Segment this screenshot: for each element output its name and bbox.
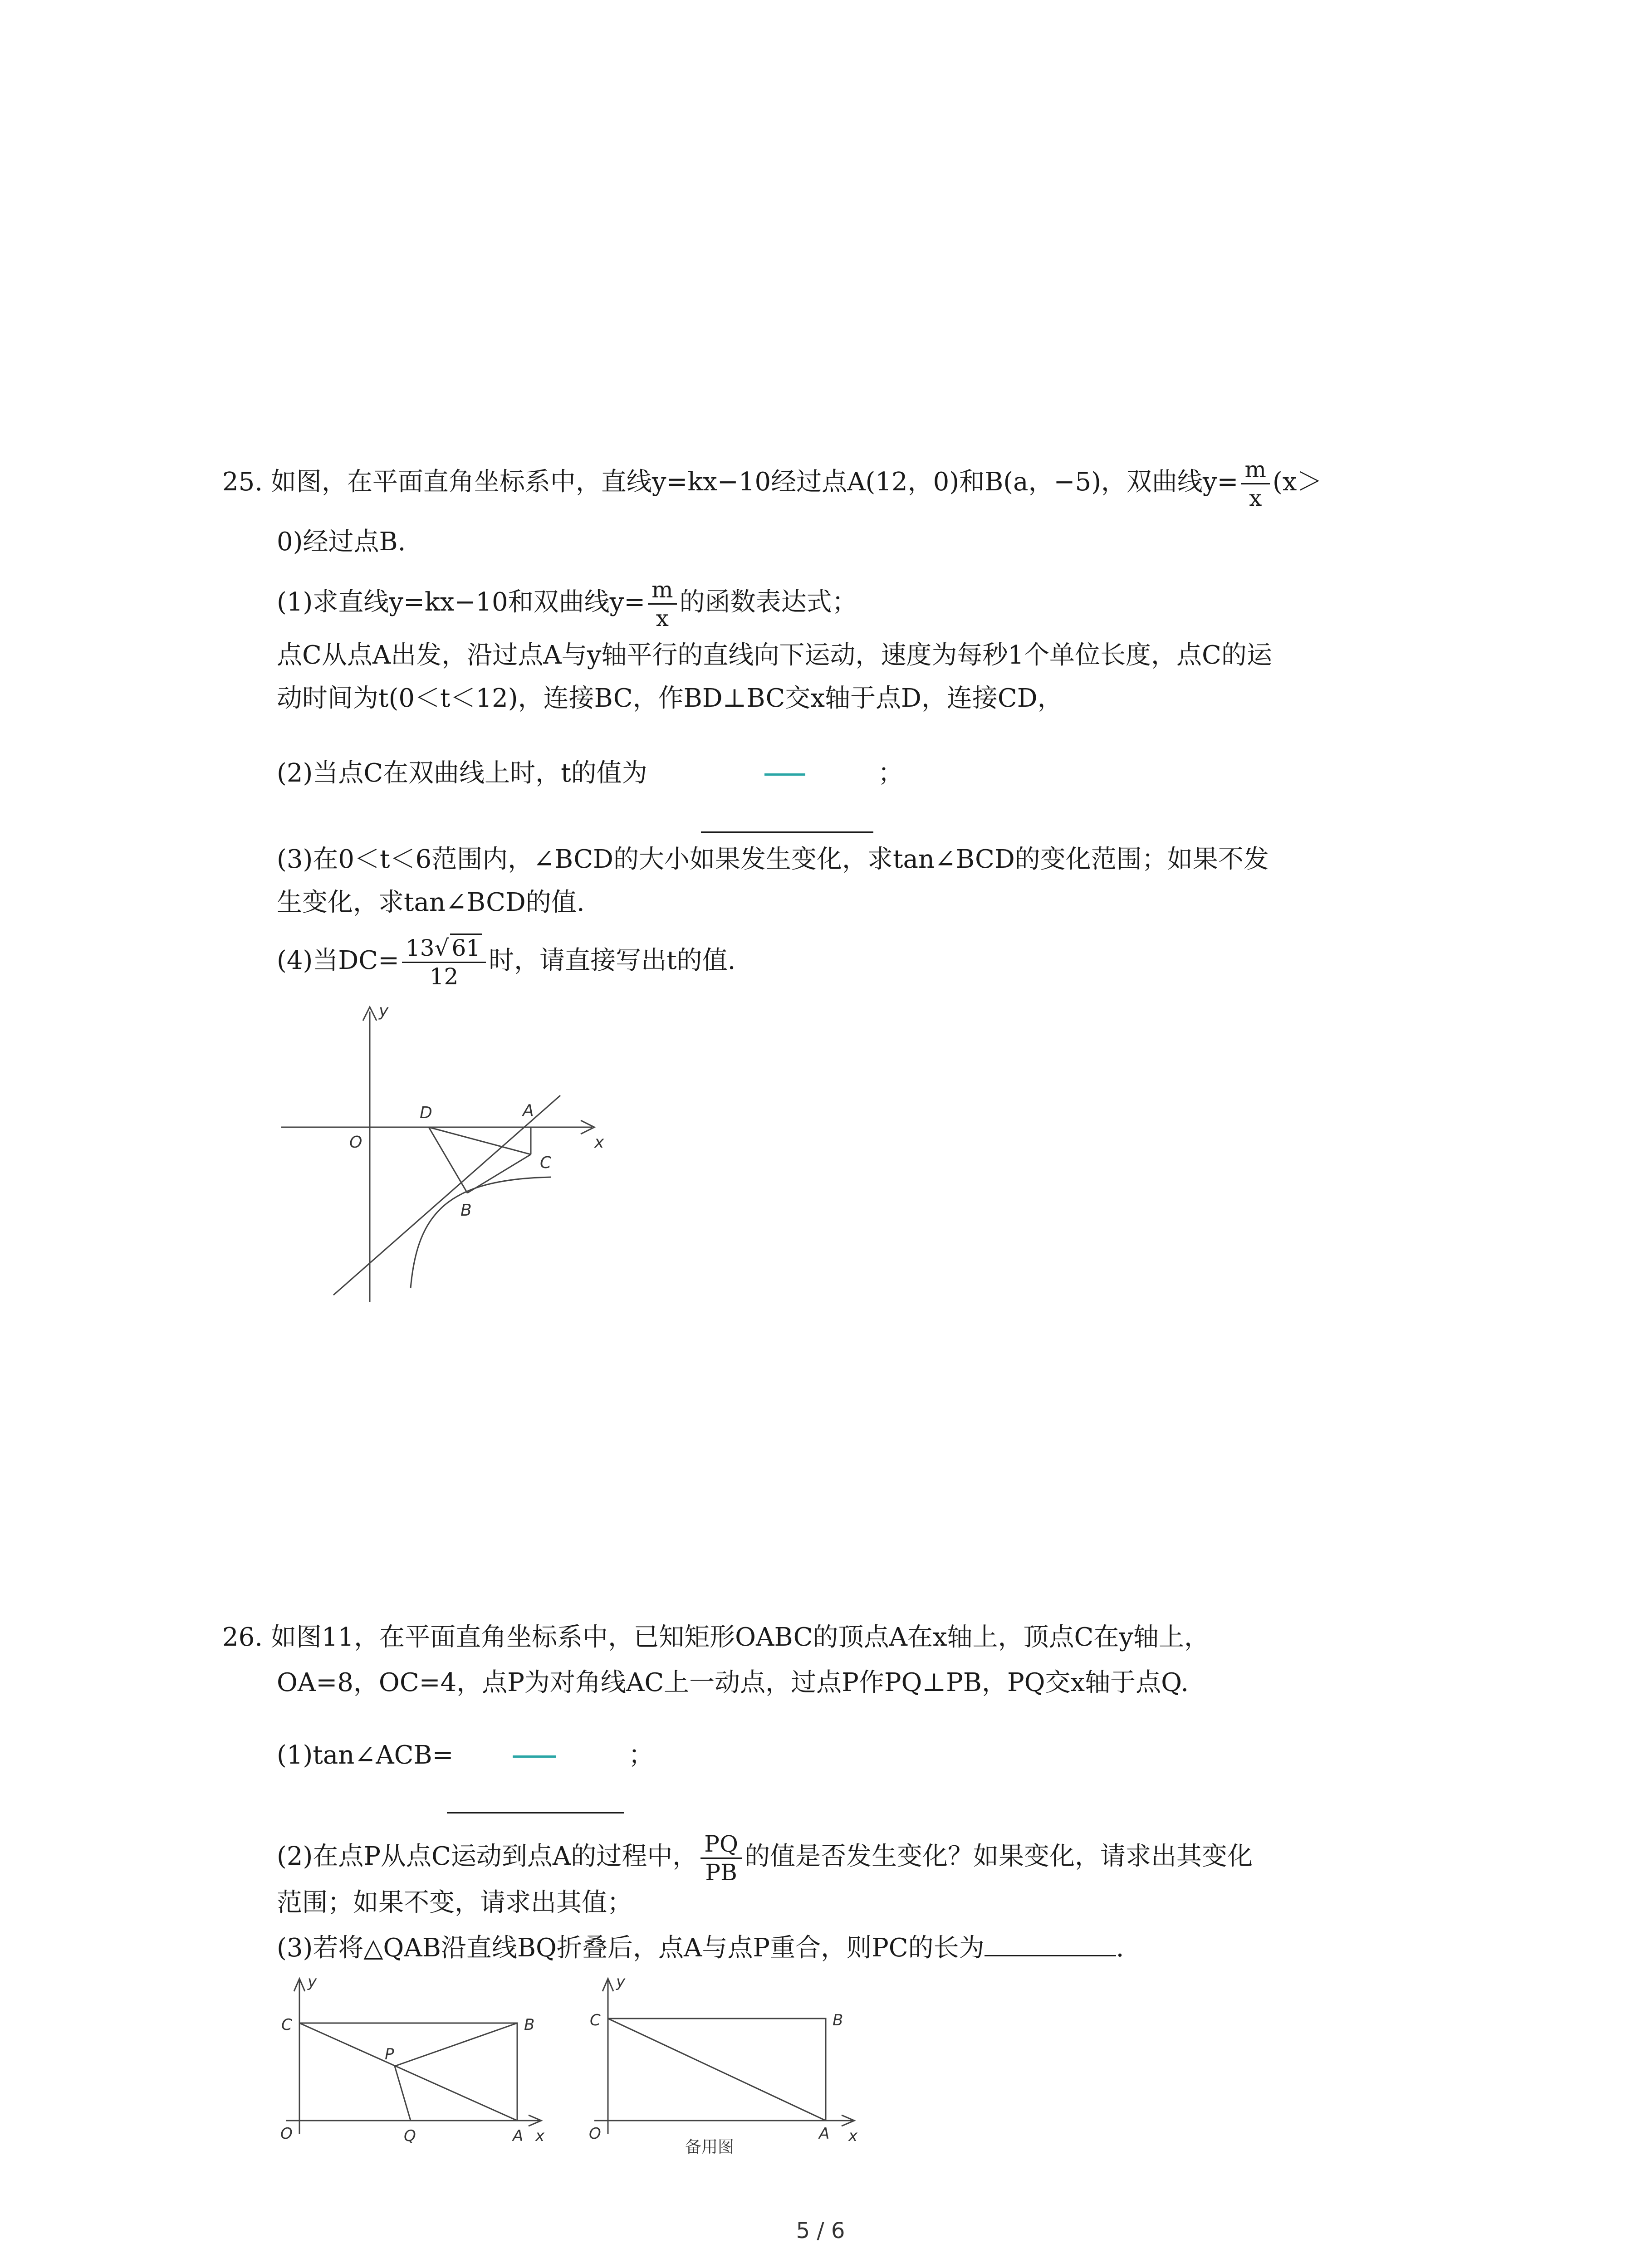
fig1-label-x: x: [535, 2127, 545, 2145]
q25-coordinate-figure: [272, 998, 617, 1306]
line-kx-minus-10: [333, 1095, 560, 1295]
fig1-label-O: O: [280, 2125, 293, 2143]
q26-part3: (3)若将△QAB沿直线BQ折叠后，点A与点P重合，则PC的长为 .: [277, 1933, 1124, 1963]
fig1-label-Q: Q: [404, 2127, 416, 2145]
fig2-label-O: O: [589, 2125, 601, 2143]
q26-part1: (1)tan∠ACB=: [277, 1740, 454, 1770]
fig2-label-y: y: [616, 1973, 626, 1991]
q25-part3-line2: 生变化，求tan∠BCD的值.: [277, 888, 585, 917]
fig1-label-C: C: [281, 2016, 292, 2034]
segment-BC: [467, 1154, 531, 1193]
fraction-PQ-over-PB: $\frac{PQ}{PB}$: [700, 1830, 742, 1886]
fig2-label-B: B: [833, 2011, 843, 2029]
fig1-label-y: y: [308, 1973, 317, 1991]
segment-PQ: [395, 2066, 411, 2121]
q26-figure-main: [272, 1973, 554, 2146]
answer-dash-mark: [764, 773, 805, 776]
q25-part1: (1)求直线y=kx−10和双曲线y= $\frac{m}{x}$ 的函数表达式；: [277, 577, 857, 631]
fraction-m-over-x-2: $\frac{m}{x}$: [648, 576, 676, 632]
segment-DC: [429, 1127, 531, 1154]
fig-label-O: O: [349, 1133, 362, 1152]
answer-blank-pc: [985, 1932, 1116, 1956]
fig-label-D: D: [420, 1104, 432, 1122]
fig2-caption: 备用图: [685, 2138, 735, 2156]
fig-label-B: B: [460, 1201, 472, 1220]
q25-line1: 25. 如图，在平面直角坐标系中，直线y=kx−10经过点A(12，0)和B(a，−5)，双曲线y= $\frac{m}{x}$ (x＞: [222, 456, 1323, 511]
hyperbola-curve: [411, 1177, 551, 1288]
q25-line2: 0)经过点B.: [277, 527, 406, 557]
fig1-label-B: B: [524, 2016, 535, 2034]
fig-label-C: C: [540, 1154, 552, 1172]
q26-part2-line2: 范围；如果不变，请求出其值；: [277, 1888, 632, 1917]
page-number: 5 / 6: [796, 2218, 845, 2244]
q26-part1-end: ；: [628, 1740, 654, 1770]
fig-label-y: y: [379, 1002, 389, 1020]
q25-part2: (2)当点C在双曲线上时，t的值为: [277, 758, 647, 788]
fig1-label-A: A: [513, 2127, 524, 2145]
fig1-label-P: P: [385, 2045, 394, 2063]
q25-desc-line1: 点C从点A出发，沿过点A与y轴平行的直线向下运动，速度为每秒1个单位长度，点C的运: [277, 640, 1272, 670]
answer-blank-line: [701, 831, 873, 833]
q26-figure-spare: [581, 1973, 871, 2164]
answer-dash-mark-2: [513, 1755, 556, 1758]
diagonal-AC-spare: [608, 2019, 826, 2121]
fraction-13root61-over-12: $\frac{13√ 61}{12}$: [402, 934, 486, 990]
answer-blank-line-2: [447, 1812, 624, 1813]
q26-line2: OA=8，OC=4，点P为对角线AC上一动点，过点P作PQ⊥PB，PQ交x轴于点Q.: [277, 1668, 1189, 1697]
q26-line1: 26. 如图11，在平面直角坐标系中，已知矩形OABC的顶点A在x轴上，顶点C在y轴上，: [222, 1623, 1210, 1652]
segment-PB: [395, 2023, 517, 2066]
fig-label-A: A: [523, 1101, 534, 1120]
fig2-label-A: A: [819, 2125, 830, 2143]
fraction-m-over-x: $\frac{m}{x}$: [1241, 456, 1269, 512]
q25-desc-line2: 动时间为t(0＜t＜12)，连接BC，作BD⊥BC交x轴于点D，连接CD，: [277, 684, 1063, 713]
fig-label-x: x: [594, 1133, 604, 1152]
q26-part2: (2)在点P从点C运动到点A的过程中， $\frac{PQ}{PB}$ 的值是否发生变化？如果变化，请求出其变化: [277, 1831, 1253, 1886]
diagonal-AC: [299, 2023, 517, 2121]
q25-part3-line1: (3)在0＜t＜6范围内，∠BCD的大小如果发生变化，求tan∠BCD的变化范围；如果不发: [277, 845, 1269, 874]
fig2-label-C: C: [590, 2011, 601, 2029]
q25-part4: (4)当DC= $\frac{13√ 61}{12}$ 时，请直接写出t的值.: [277, 934, 735, 990]
segment-DB: [429, 1127, 467, 1193]
fig2-label-x: x: [848, 2127, 858, 2145]
q25-part2-end: ；: [878, 758, 903, 788]
